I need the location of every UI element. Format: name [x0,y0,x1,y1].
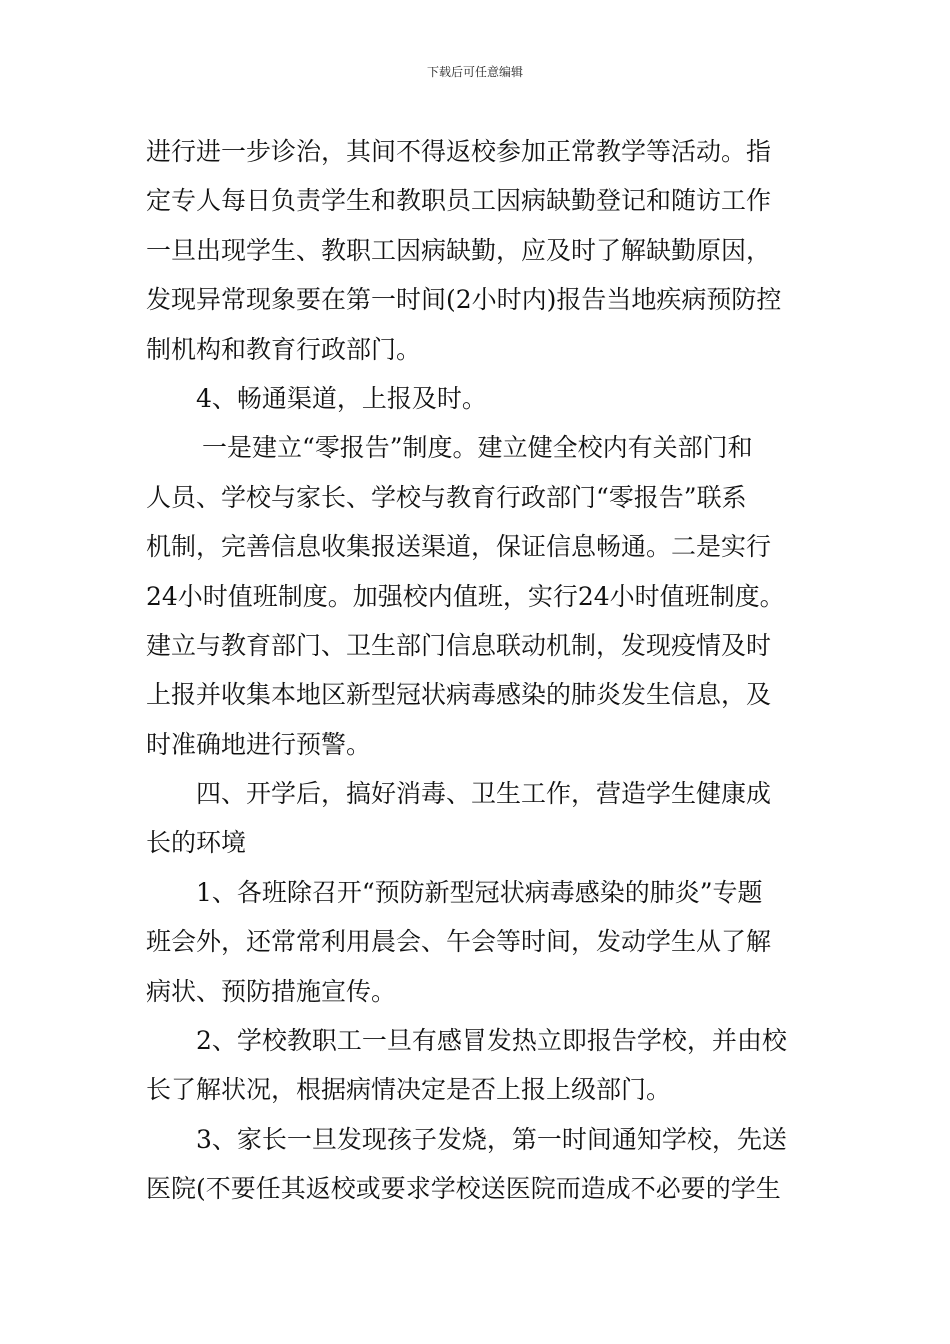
text-line: 制机构和教育行政部门。 [146,334,422,364]
text-line: 定专人每日负责学生和教职员工因病缺勤登记和随访工作 [146,186,772,216]
text-line: 24小时值班制度。加强校内值班，实行24小时值班制度。 [146,581,785,611]
text-line: 长的环境 [146,828,247,858]
text-line: 进行进一步诊治，其间不得返校参加正常教学等活动。指 [146,137,772,166]
page-header-note: 下载后可任意编辑 [426,65,523,79]
text-line: 一是建立“零报告”制度。建立健全校内有关部门和 [202,433,753,463]
section-heading: 4、畅通渠道，上报及时。 [196,383,487,413]
text-line: 病状、预防措施宣传。 [146,976,397,1006]
section-heading: 四、开学后，搞好消毒、卫生工作，营造学生健康成 [196,779,772,809]
text-line: 时准确地进行预警。 [146,729,372,759]
text-line: 建立与教育部门、卫生部门信息联动机制，发现疫情及时 [146,630,772,660]
text-line: 一旦出现学生、教职工因病缺勤，应及时了解缺勤原因， [146,235,772,265]
list-item: 2、学校教职工一旦有感冒发热立即报告学校，并由校 [196,1026,787,1056]
text-line: 发现异常现象要在第一时间(2小时内)报告当地疾病预防控 [146,285,782,315]
document-body [146,127,811,1214]
list-item: 3、家长一旦发现孩子发烧，第一时间通知学校，先送 [196,1124,787,1154]
list-item: 1、各班除召开“预防新型冠状病毒感染的肺炎”专题 [196,877,763,907]
text-line: 上报并收集本地区新型冠状病毒感染的肺炎发生信息，及 [146,680,772,710]
text-line: 医院(不要任其返校或要求学校送医院而造成不必要的学生 [146,1174,781,1204]
text-line: 班会外，还常常利用晨会、午会等时间，发动学生从了解 [146,927,772,957]
text-line: 人员、学校与家长、学校与教育行政部门“零报告”联系 [146,482,747,512]
text-line: 长了解状况，根据病情决定是否上报上级部门。 [146,1075,672,1105]
text-line: 机制，完善信息收集报送渠道，保证信息畅通。二是实行 [146,532,772,562]
